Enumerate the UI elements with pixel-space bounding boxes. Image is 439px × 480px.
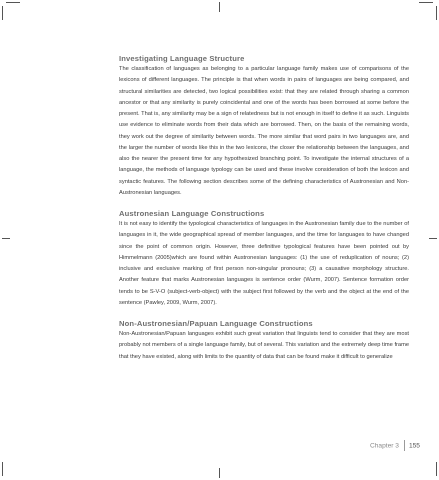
crop-mark-bottom-center bbox=[219, 468, 220, 478]
crop-mark-bottom-left bbox=[2, 462, 3, 476]
page-content bbox=[119, 54, 409, 363]
chapter-label: Chapter 3 bbox=[370, 442, 399, 450]
crop-mark-top-right bbox=[436, 6, 437, 20]
crop-mark-right-middle bbox=[429, 238, 437, 239]
crop-mark-top-left bbox=[2, 6, 3, 20]
crop-mark-left-middle bbox=[2, 238, 10, 239]
crop-mark-top-right-h bbox=[419, 2, 433, 3]
page-footer bbox=[370, 440, 420, 451]
section-heading: Austronesian Language Constructions bbox=[119, 209, 265, 218]
section-paragraph: It is not easy to identify the typological characteristics of languages in the Austronesian family due to the number of languages in it, the wide geographical spread of member languages, and the time for languages to have changed since the point of common origin. However, three definitive typological features have been pointed out by Himmelmann (2005)which are found within Austronesian languages: (1) the use of reduplication of nouns; (2) inclusive and exclusive marking of first person non-singular pronouns; (3) a causative morphology structure. Another feature that marks Austronesian languages is sentence order (Wurm, 2007). Sentence formation order tends to be S-V-O (subject-verb-object) with the subject first followed by the verb and the object at the end of the sentence (Pawley, 2009, Wurm, 2007). bbox=[119, 221, 409, 306]
page-number: 155 bbox=[408, 442, 420, 450]
crop-mark-top-left-h bbox=[6, 2, 20, 3]
section-austronesian bbox=[119, 209, 409, 309]
crop-mark-bottom-right bbox=[436, 462, 437, 476]
section-heading: Investigating Language Structure bbox=[119, 54, 245, 63]
section-non-austronesian bbox=[119, 319, 409, 363]
section-paragraph: Non-Austronesian/Papuan languages exhibit such great variation that linguists tend to consider that they are most probably not members of a single language family, but of several. This variation and the extremely deep time frame that they have existed, along with limits to the quantity of data that can be found make it difficult to generalize bbox=[119, 331, 409, 360]
section-paragraph: The classification of languages as belonging to a particular language family makes use of comparisons of the lexicons of different languages. The principle is that when words in pairs of languages are being compared, and structural similarities are detected, two logical possibilities exist: that they are related through sharing a common ancestor or that any similarity is purely coincidental and one of the words has been borrowed at some before the present. That is, any similarity may be a sign of relatedness but is not enough in itself to define it as such. Linguists use evidence to eliminate words from their data which are borrowed. Then, on the basis of the remaining words, they work out the degree of similarity between words. The more similar that word pairs in two languages are, and the larger the number of words like this in the two lexicons, the closer the relationship between the languages, and also the nearer the present time for any hypothesized branching point. To investigate the internal structures of a language, the methods of language typology can be used and these involve consideration of both the lexicon and syntactic features. The following section describes some of the defining characteristics of Austronesian and Non-Austronesian languages. bbox=[119, 66, 409, 196]
footer-divider bbox=[404, 440, 405, 451]
section-investigating bbox=[119, 54, 409, 199]
crop-mark-top-center bbox=[219, 2, 220, 12]
section-heading: Non-Austronesian/Papuan Language Constructions bbox=[119, 319, 313, 328]
